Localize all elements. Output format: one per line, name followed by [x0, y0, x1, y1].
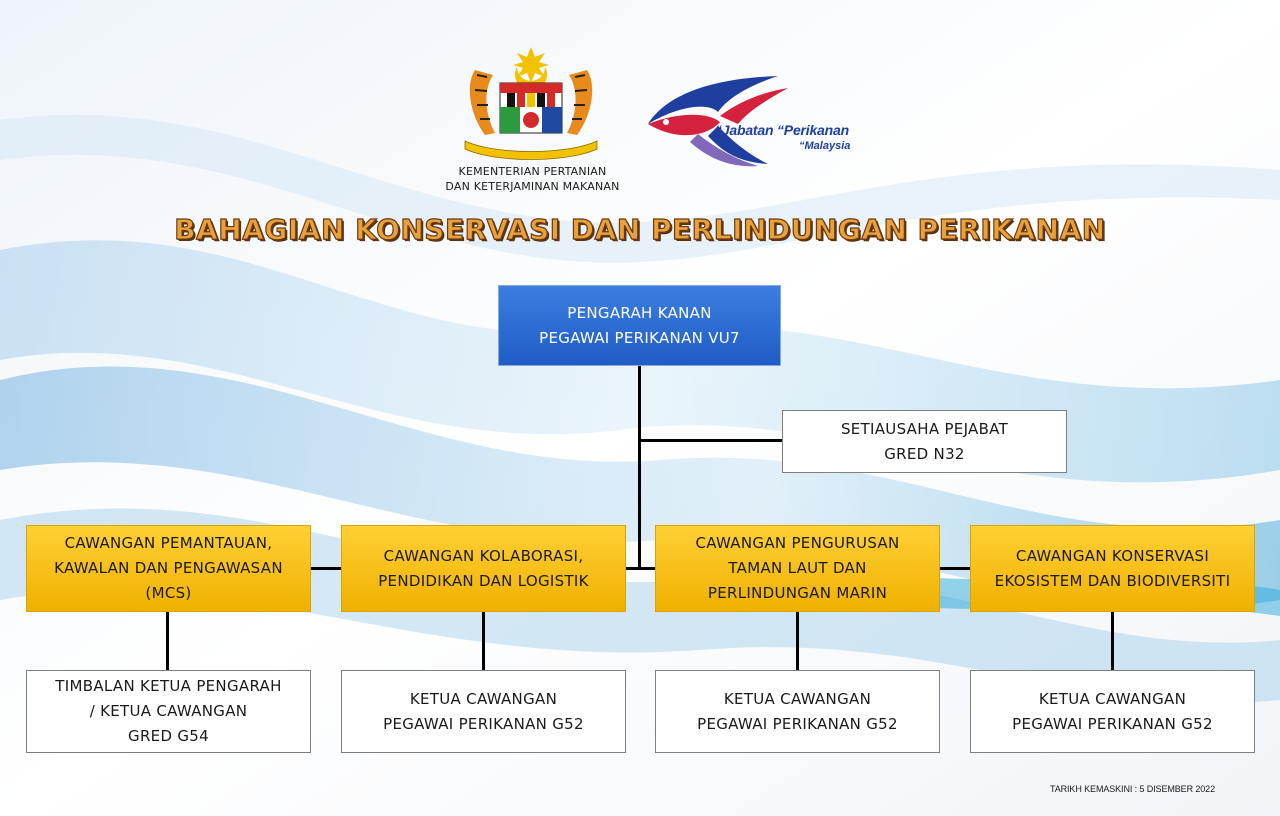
branch-box-kolaborasi: CAWANGAN KOLABORASI, PENDIDIKAN DAN LOGISTIK [341, 525, 626, 612]
connector-branch-2-head [482, 611, 485, 671]
connector-branch-4-head [1111, 611, 1114, 671]
branch-box-mcs: CAWANGAN PEMANTAUAN, KAWALAN DAN PENGAWASAN (MCS) [26, 525, 311, 612]
malaysia-coat-of-arms-logo [455, 45, 607, 163]
connector-branch-1-head [166, 611, 169, 671]
ministry-name-line1: KEMENTERIAN PERTANIAN [458, 165, 607, 178]
ministry-name-line2: DAN KETERJAMINAN MAKANAN [445, 180, 620, 193]
department-country: “Malaysia [799, 140, 851, 152]
branch-box-taman-laut: CAWANGAN PENGURUSAN TAMAN LAUT DAN PERLINDUNGAN MARIN [655, 525, 940, 612]
branch-head-taman-laut: KETUA CAWANGAN PEGAWAI PERIKANAN G52 [655, 670, 940, 753]
connector-secretary [638, 439, 783, 442]
page-title: BAHAGIAN KONSERVASI DAN PERLINDUNGAN PERIKANAN [174, 213, 1106, 246]
branch-head-kolaborasi: KETUA CAWANGAN PEGAWAI PERIKANAN G52 [341, 670, 626, 753]
branch-head-mcs: TIMBALAN KETUA PENGARAH / KETUA CAWANGAN GRED G54 [26, 670, 311, 753]
secretary-box: SETIAUSAHA PEJABAT GRED N32 [782, 410, 1067, 473]
department-name: “Jabatan “Perikanan [715, 122, 849, 138]
ministry-name [405, 164, 660, 194]
branch-head-konservasi: KETUA CAWANGAN PEGAWAI PERIKANAN G52 [970, 670, 1255, 753]
branch-box-konservasi: CAWANGAN KONSERVASI EKOSISTEM DAN BIODIVERSITI [970, 525, 1255, 612]
director-box: PENGARAH KANAN PEGAWAI PERIKANAN VU7 [498, 285, 781, 366]
connector-branch-3-head [796, 611, 799, 671]
last-updated-date: TARIKH KEMASKINI : 5 DISEMBER 2022 [1050, 784, 1215, 794]
connector-director-trunk [638, 366, 641, 569]
